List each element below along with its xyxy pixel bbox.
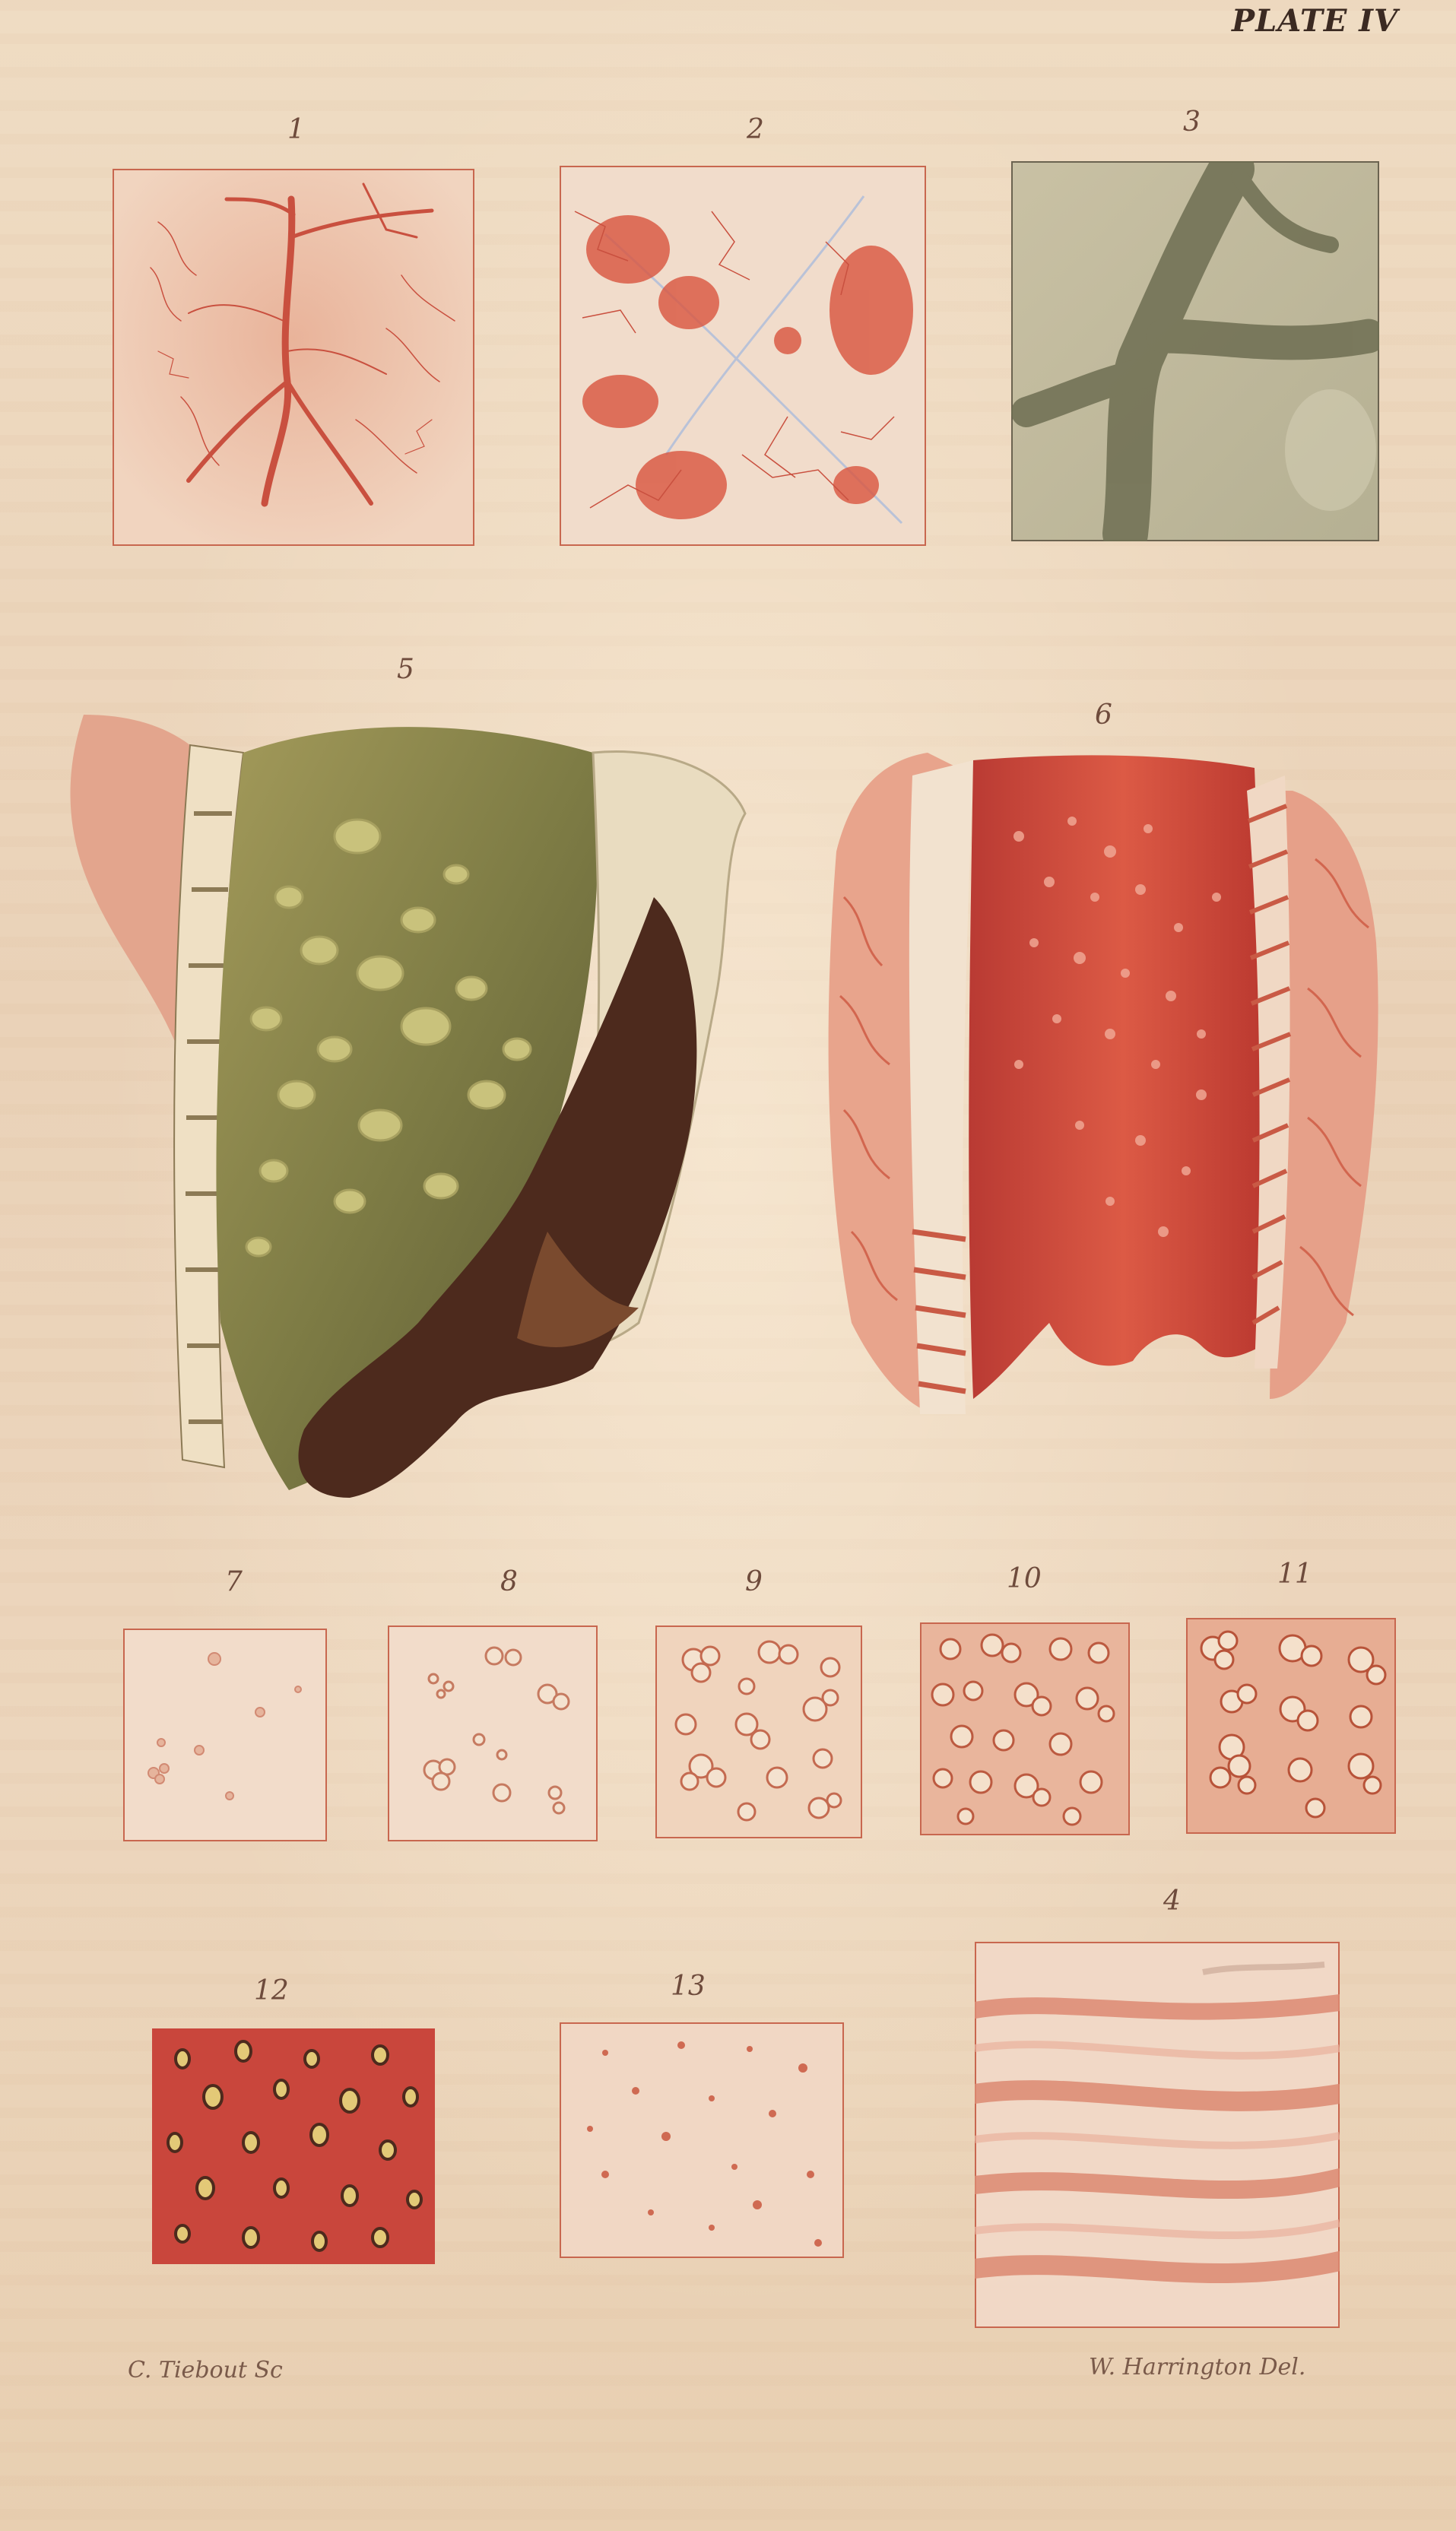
- artist-credit: W. Harrington Del.: [1089, 2354, 1306, 2380]
- figure-label-5: 5: [397, 654, 414, 685]
- figure-13: [560, 2022, 844, 2258]
- figure-3: [1011, 161, 1379, 541]
- figure-11: [1186, 1618, 1396, 1834]
- figure-6: [821, 745, 1384, 1429]
- figure-label-9: 9: [745, 1566, 763, 1597]
- figure-label-10: 10: [1007, 1563, 1042, 1594]
- figure-label-13: 13: [671, 1971, 706, 2002]
- figure-1: [113, 169, 474, 546]
- figure-label-1: 1: [287, 114, 305, 145]
- figure-2: [560, 166, 926, 546]
- figure-label-8: 8: [500, 1566, 518, 1597]
- figure-label-6: 6: [1095, 699, 1112, 731]
- figure-label-11: 11: [1277, 1559, 1312, 1590]
- figure-label-12: 12: [254, 1975, 289, 2006]
- figure-9: [655, 1625, 862, 1838]
- figure-label-3: 3: [1183, 106, 1201, 138]
- figure-label-4: 4: [1163, 1886, 1181, 1917]
- engraver-credit: C. Tiebout Sc: [128, 2357, 283, 2384]
- figure-5: [61, 699, 760, 1505]
- figure-label-7: 7: [225, 1566, 243, 1597]
- plate-title: PLATE IV: [1232, 3, 1398, 39]
- figure-10: [920, 1622, 1130, 1835]
- figure-12: [152, 2028, 435, 2264]
- figure-8: [388, 1625, 598, 1841]
- figure-4: [975, 1942, 1340, 2328]
- figure-7: [123, 1629, 327, 1841]
- figure-label-2: 2: [747, 114, 764, 145]
